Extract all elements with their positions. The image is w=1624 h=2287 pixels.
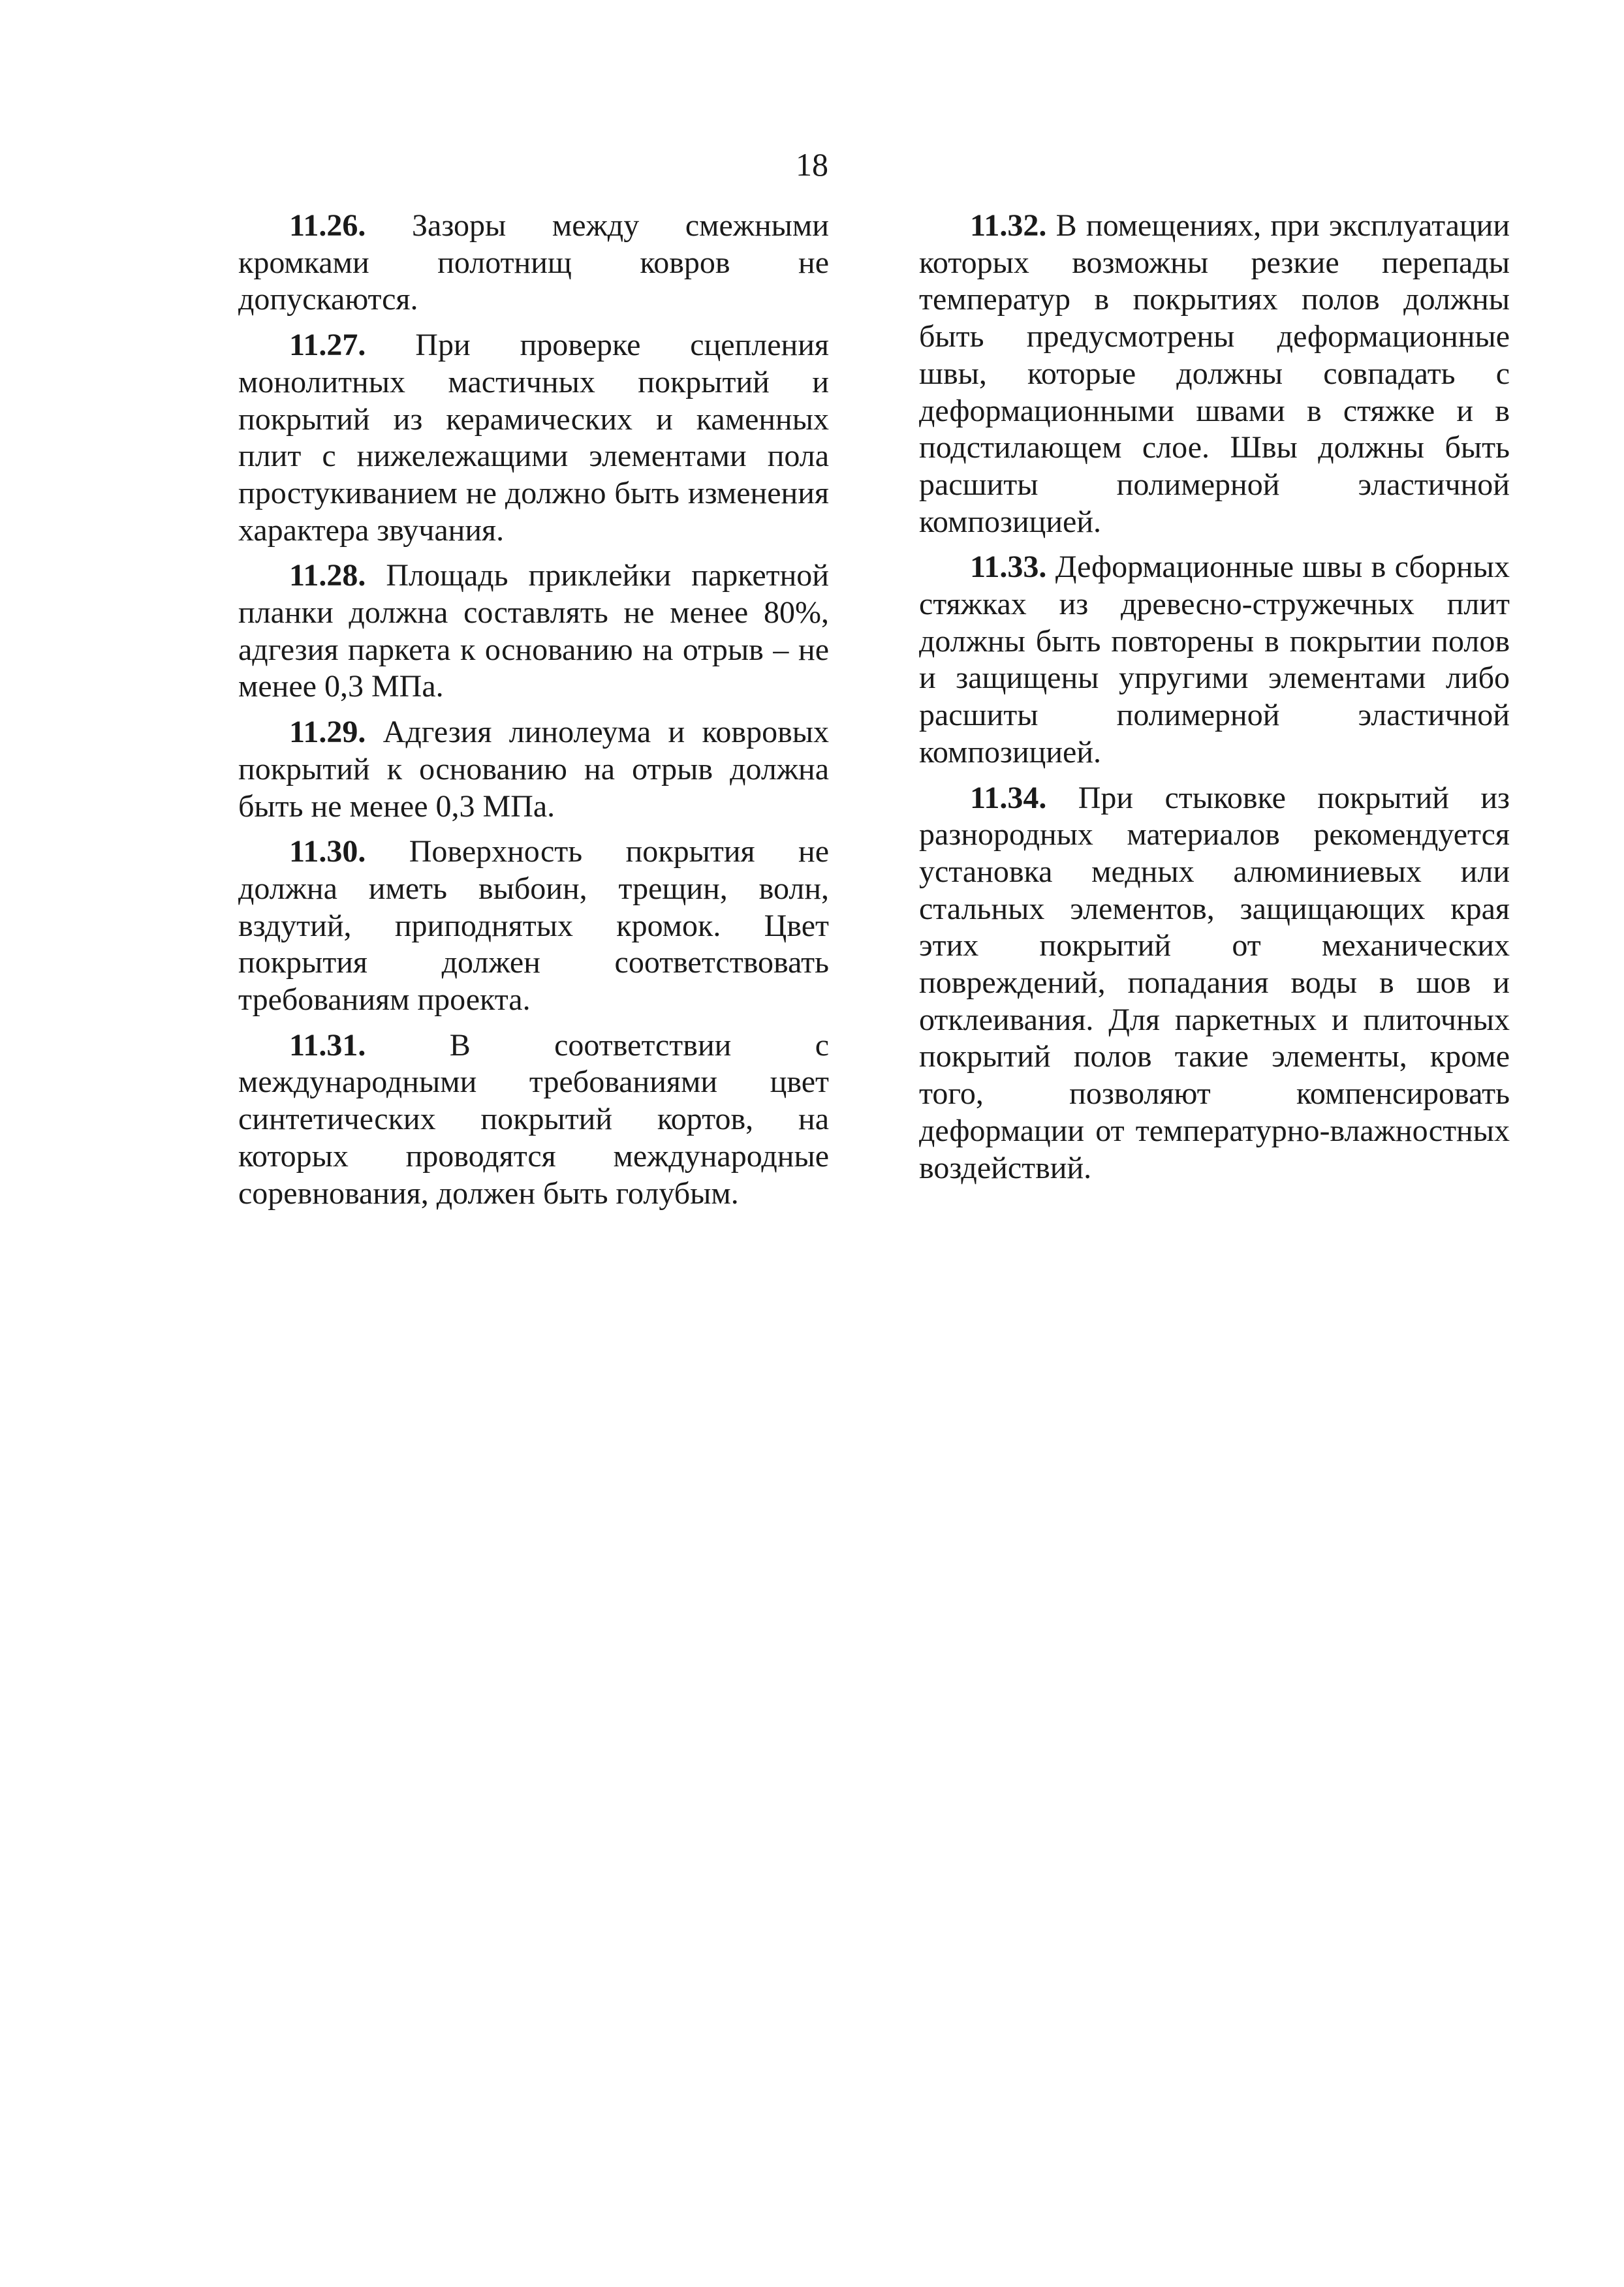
clause-11-33	[919, 549, 1510, 771]
clause-number: 11.28.	[289, 558, 366, 593]
clause-11-32	[919, 208, 1510, 540]
clause-number: 11.31.	[289, 1027, 366, 1063]
clause-text: Поверхность покрытия не должна иметь выбоин, трещин, волн, вздутий, приподнятых кромок. Цвет покрытия должен соответствовать требованиям проекта.	[238, 834, 829, 1018]
clause-11-34	[919, 780, 1510, 1187]
clause-11-26	[238, 208, 829, 319]
clause-number: 11.30.	[289, 834, 366, 869]
left-column	[238, 208, 829, 1221]
clause-11-28	[238, 557, 829, 706]
clause-text: В соответствии с международными требованиями цвет синтетических покрытий кортов, на которых проводятся международные соревнования, должен быть голубым.	[238, 1027, 829, 1211]
clause-number: 11.34.	[970, 780, 1047, 815]
clause-number: 11.33.	[970, 550, 1047, 585]
clause-text: При стыковке покрытий из разнородных материалов рекомендуется установка медных алюминиевых или стальных элементов, защищающих края этих покрытий от механических повреждений, попадания воды в шов и отклеивания. Для паркетных и плиточных покрытий полов такие элементы, кроме того, позволяют компенсировать деформации от температурно-влажностных воздействий.	[919, 780, 1510, 1185]
clause-number: 11.32.	[970, 208, 1047, 243]
page-number: 18	[796, 146, 828, 183]
clause-text: При проверке сцепления монолитных мастичных покрытий и покрытий из керамических и каменных плит с нижележащими элементами пола простукиванием не должно быть изменения характера звучания.	[238, 328, 829, 548]
clause-number: 11.26.	[289, 208, 366, 243]
clause-text: Площадь приклейки паркетной планки должна составлять не менее 80%, адгезия паркета к основанию на отрыв – не менее 0,3 МПа.	[238, 558, 829, 704]
clause-text: В помещениях, при эксплуатации которых возможны резкие перепады температур в покрытиях полов должны быть предусмотрены деформационные швы, которые должны совпадать с деформационными швами в стяжке и в подстилающем слое. Швы должны быть расшиты полимерной эластичной композицией.	[919, 208, 1510, 539]
clause-text: Адгезия линолеума и ковровых покрытий к основанию на отрыв должна быть не менее 0,3 МПа.	[238, 715, 829, 824]
clause-text: Зазоры между смежными кромками полотнищ ковров не допускаются.	[238, 208, 829, 317]
clause-number: 11.27.	[289, 328, 366, 363]
clause-11-30	[238, 833, 829, 1019]
clause-text: Деформационные швы в сборных стяжках из древесно-стружечных плит должны быть повторены в покрытии полов и защищены упругими элементами либо расшиты полимерной эластичной композицией.	[919, 550, 1510, 770]
clause-11-31	[238, 1027, 829, 1213]
right-column	[919, 208, 1510, 1195]
clause-number: 11.29.	[289, 715, 366, 750]
clause-11-29	[238, 714, 829, 825]
clause-11-27	[238, 327, 829, 549]
